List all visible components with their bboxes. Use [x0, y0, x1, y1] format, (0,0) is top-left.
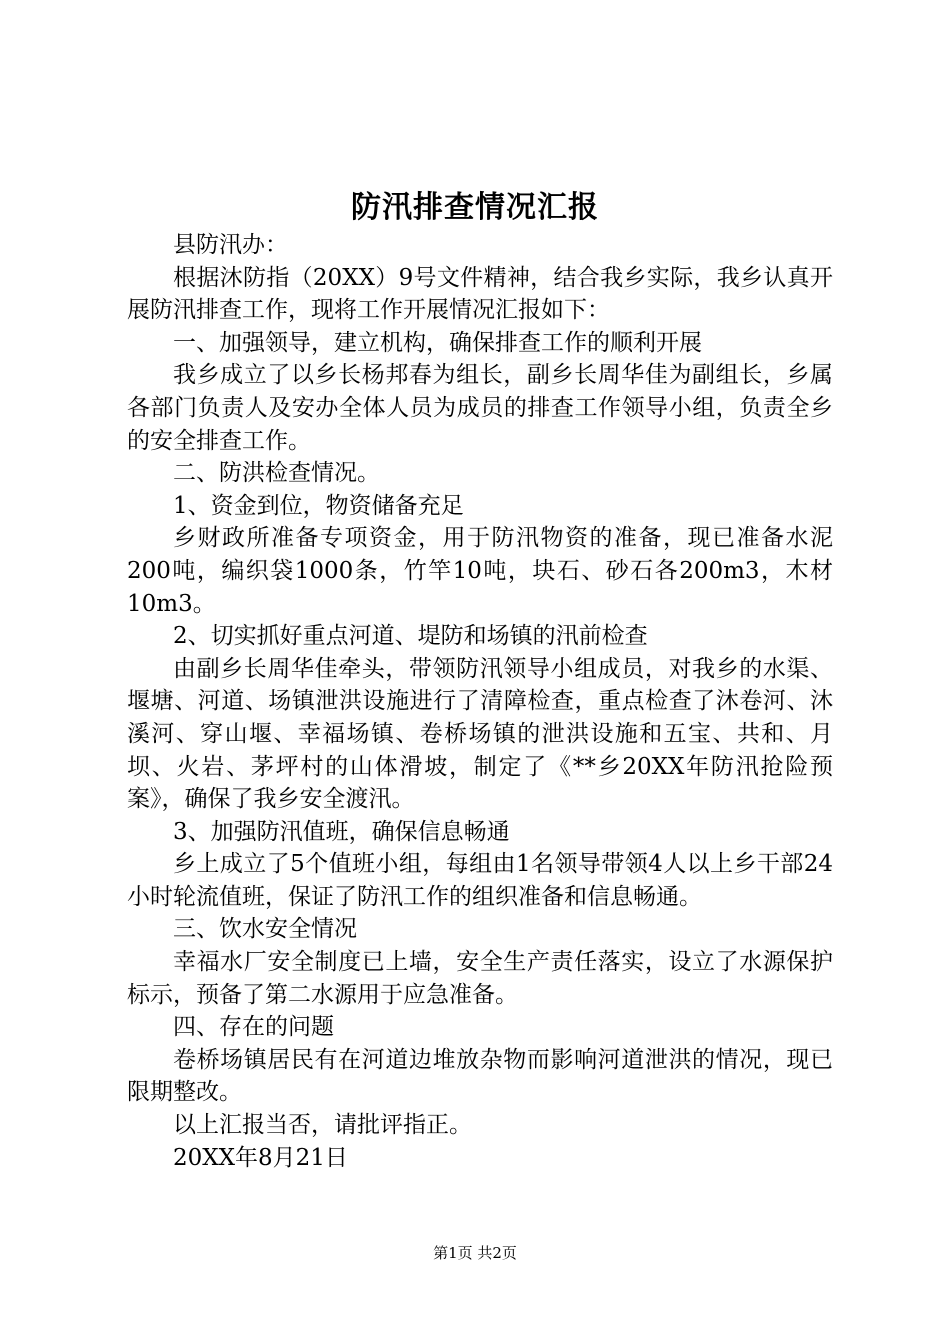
paragraph: 卷桥场镇居民有在河道边堆放杂物而影响河道泄洪的情况，现已限期整改。: [127, 1046, 833, 1106]
paragraph: 乡财政所准备专项资金，用于防汛物资的准备，现已准备水泥200吨，编织袋1000条，竹竿10吨，块石、砂石各200m3，木材10m3。: [127, 525, 833, 617]
document-date: 20XX年8月21日: [173, 1144, 348, 1171]
section-heading: 四、存在的问题: [173, 1014, 334, 1041]
document-body: [127, 229, 833, 1174]
document-title: 防汛排查情况汇报: [351, 190, 599, 225]
section-heading: 二、防洪检查情况。: [173, 460, 380, 487]
closing-line: 以上汇报当否，请批评指正。: [173, 1112, 472, 1139]
paragraph: 根据沐防指（20XX）9号文件精神，结合我乡实际，我乡认真开展防汛排查工作，现将工作开展情况汇报如下：: [127, 264, 833, 324]
paragraph: 乡上成立了5个值班小组，每组由1名领导带领4人以上乡干部24小时轮流值班，保证了防汛工作的组织准备和信息畅通。: [127, 851, 833, 910]
paragraph: 由副乡长周华佳牵头，带领防汛领导小组成员，对我乡的水渠、堰塘、河道、场镇泄洪设施进行了清障检查，重点检查了沐卷河、沐溪河、穿山堰、幸福场镇、卷桥场镇的泄洪设施和五宝、共和、月坝、火岩、茅坪村的山体滑坡，制定了《**乡20XX年防汛抢险预案》，确保了我乡安全渡汛。: [127, 655, 833, 813]
section-heading: 一、加强领导，建立机构，确保排查工作的顺利开展: [173, 329, 702, 356]
salutation: 县防汛办：: [173, 232, 288, 258]
paragraph: 我乡成立了以乡长杨邦春为组长，副乡长周华佳为副组长，乡属各部门负责人及安办全体人员为成员的排查工作领导小组，负责全乡的安全排查工作。: [127, 362, 833, 454]
page-footer: 第1页 共2页: [433, 1244, 517, 1262]
subsection-heading: 1、资金到位，物资储备充足: [173, 492, 464, 519]
section-heading: 三、饮水安全情况: [173, 916, 357, 943]
subsection-heading: 2、切实抓好重点河道、堤防和场镇的汛前检查: [173, 623, 648, 650]
subsection-heading: 3、加强防汛值班，确保信息畅通: [173, 818, 510, 845]
paragraph: 幸福水厂安全制度已上墙，安全生产责任落实，设立了水源保护标示，预备了第二水源用于应急准备。: [127, 949, 833, 1008]
